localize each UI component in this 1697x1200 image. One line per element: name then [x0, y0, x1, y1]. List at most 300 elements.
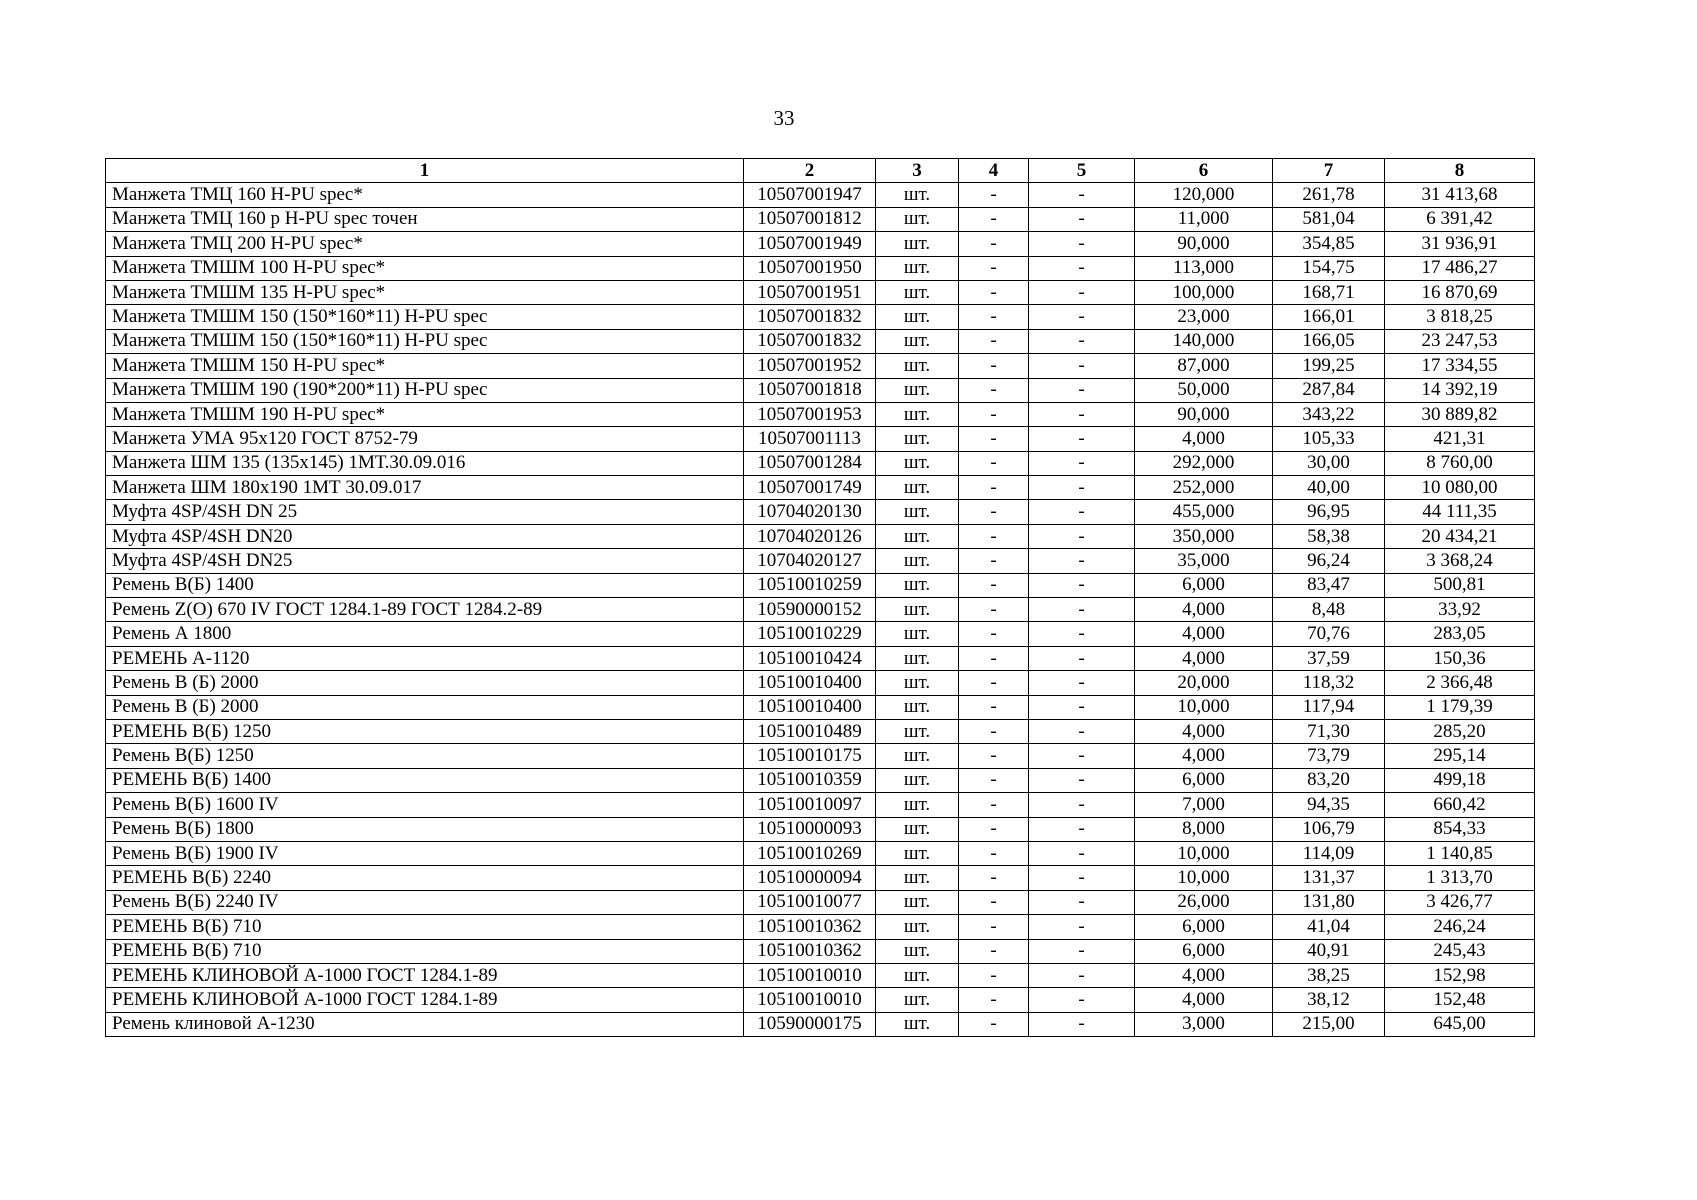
- price-cell: 8,48: [1273, 598, 1385, 622]
- col5-cell: -: [1029, 866, 1135, 890]
- item-code-cell: 10704020126: [744, 524, 876, 548]
- col4-cell: -: [959, 719, 1029, 743]
- quantity-cell: 4,000: [1135, 622, 1273, 646]
- price-cell: 73,79: [1273, 744, 1385, 768]
- item-name-cell: Муфта 4SP/4SH DN 25: [106, 500, 744, 524]
- col4-cell: -: [959, 744, 1029, 768]
- price-cell: 38,12: [1273, 988, 1385, 1012]
- amount-cell: 421,31: [1385, 427, 1535, 451]
- table-row: [106, 524, 1535, 548]
- column-header-5: 5: [1029, 159, 1135, 183]
- quantity-cell: 7,000: [1135, 793, 1273, 817]
- col4-cell: -: [959, 573, 1029, 597]
- quantity-cell: 6,000: [1135, 915, 1273, 939]
- price-cell: 41,04: [1273, 915, 1385, 939]
- item-name-cell: РЕМЕНЬ В(Б) 710: [106, 915, 744, 939]
- item-code-cell: 10510010010: [744, 988, 876, 1012]
- quantity-cell: 252,000: [1135, 476, 1273, 500]
- unit-cell: шт.: [876, 476, 959, 500]
- table-row: [106, 646, 1535, 670]
- quantity-cell: 6,000: [1135, 939, 1273, 963]
- item-code-cell: 10510010362: [744, 939, 876, 963]
- item-name-cell: Манжета ТМШМ 190 (190*200*11) H-PU spec: [106, 378, 744, 402]
- quantity-cell: 26,000: [1135, 890, 1273, 914]
- price-cell: 83,47: [1273, 573, 1385, 597]
- table-row: [106, 329, 1535, 353]
- price-cell: 117,94: [1273, 695, 1385, 719]
- quantity-cell: 4,000: [1135, 963, 1273, 987]
- item-name-cell: РЕМЕНЬ КЛИНОВОЙ А-1000 ГОСТ 1284.1-89: [106, 963, 744, 987]
- col5-cell: -: [1029, 305, 1135, 329]
- item-name-cell: Манжета ШМ 180x190 1МТ 30.09.017: [106, 476, 744, 500]
- col4-cell: -: [959, 841, 1029, 865]
- price-cell: 168,71: [1273, 280, 1385, 304]
- col4-cell: -: [959, 549, 1029, 573]
- unit-cell: шт.: [876, 573, 959, 597]
- price-cell: 166,01: [1273, 305, 1385, 329]
- col4-cell: -: [959, 402, 1029, 426]
- amount-cell: 499,18: [1385, 768, 1535, 792]
- quantity-cell: 6,000: [1135, 768, 1273, 792]
- quantity-cell: 455,000: [1135, 500, 1273, 524]
- unit-cell: шт.: [876, 451, 959, 475]
- unit-cell: шт.: [876, 280, 959, 304]
- item-name-cell: Ремень В(Б) 1800: [106, 817, 744, 841]
- item-code-cell: 10510000094: [744, 866, 876, 890]
- price-cell: 131,80: [1273, 890, 1385, 914]
- table-row: [106, 573, 1535, 597]
- amount-cell: 6 391,42: [1385, 207, 1535, 231]
- col4-cell: -: [959, 793, 1029, 817]
- unit-cell: шт.: [876, 549, 959, 573]
- amount-cell: 152,98: [1385, 963, 1535, 987]
- table-row: [106, 451, 1535, 475]
- quantity-cell: 6,000: [1135, 573, 1273, 597]
- item-code-cell: 10507001818: [744, 378, 876, 402]
- col4-cell: -: [959, 256, 1029, 280]
- item-code-cell: 10510010424: [744, 646, 876, 670]
- unit-cell: шт.: [876, 841, 959, 865]
- unit-cell: шт.: [876, 256, 959, 280]
- amount-cell: 17 486,27: [1385, 256, 1535, 280]
- col4-cell: -: [959, 500, 1029, 524]
- price-cell: 287,84: [1273, 378, 1385, 402]
- table-row: [106, 598, 1535, 622]
- item-code-cell: 10510010269: [744, 841, 876, 865]
- item-code-cell: 10510010362: [744, 915, 876, 939]
- table-row: [106, 549, 1535, 573]
- amount-cell: 285,20: [1385, 719, 1535, 743]
- price-cell: 94,35: [1273, 793, 1385, 817]
- item-name-cell: РЕМЕНЬ КЛИНОВОЙ А-1000 ГОСТ 1284.1-89: [106, 988, 744, 1012]
- col4-cell: -: [959, 817, 1029, 841]
- amount-cell: 150,36: [1385, 646, 1535, 670]
- col4-cell: -: [959, 329, 1029, 353]
- col5-cell: -: [1029, 890, 1135, 914]
- quantity-cell: 100,000: [1135, 280, 1273, 304]
- col5-cell: -: [1029, 280, 1135, 304]
- col4-cell: -: [959, 378, 1029, 402]
- item-code-cell: 10510010077: [744, 890, 876, 914]
- table-row: [106, 695, 1535, 719]
- table-row: [106, 256, 1535, 280]
- price-cell: 37,59: [1273, 646, 1385, 670]
- amount-cell: 8 760,00: [1385, 451, 1535, 475]
- col4-cell: -: [959, 354, 1029, 378]
- column-header-3: 3: [876, 159, 959, 183]
- col5-cell: -: [1029, 719, 1135, 743]
- amount-cell: 3 368,24: [1385, 549, 1535, 573]
- price-cell: 58,38: [1273, 524, 1385, 548]
- table-row: [106, 500, 1535, 524]
- table-row: [106, 817, 1535, 841]
- item-name-cell: Манжета ТМЦ 160 H-PU spec*: [106, 183, 744, 207]
- col5-cell: -: [1029, 378, 1135, 402]
- item-code-cell: 10507001284: [744, 451, 876, 475]
- col5-cell: -: [1029, 817, 1135, 841]
- inventory-table: [105, 158, 1535, 1037]
- item-name-cell: Ремень В(Б) 1600 IV: [106, 793, 744, 817]
- amount-cell: 645,00: [1385, 1012, 1535, 1036]
- table-row: [106, 890, 1535, 914]
- price-cell: 71,30: [1273, 719, 1385, 743]
- unit-cell: шт.: [876, 744, 959, 768]
- quantity-cell: 90,000: [1135, 232, 1273, 256]
- quantity-cell: 10,000: [1135, 841, 1273, 865]
- unit-cell: шт.: [876, 890, 959, 914]
- item-code-cell: 10507001832: [744, 329, 876, 353]
- price-cell: 199,25: [1273, 354, 1385, 378]
- item-name-cell: Муфта 4SP/4SH DN25: [106, 549, 744, 573]
- item-name-cell: Манжета ТМЦ 200 H-PU spec*: [106, 232, 744, 256]
- unit-cell: шт.: [876, 402, 959, 426]
- table-row: [106, 866, 1535, 890]
- col5-cell: -: [1029, 768, 1135, 792]
- quantity-cell: 350,000: [1135, 524, 1273, 548]
- col4-cell: -: [959, 768, 1029, 792]
- item-name-cell: Ремень В(Б) 1900 IV: [106, 841, 744, 865]
- col5-cell: -: [1029, 695, 1135, 719]
- unit-cell: шт.: [876, 427, 959, 451]
- item-name-cell: Манжета ТМШМ 190 H-PU spec*: [106, 402, 744, 426]
- quantity-cell: 113,000: [1135, 256, 1273, 280]
- unit-cell: шт.: [876, 768, 959, 792]
- col4-cell: -: [959, 622, 1029, 646]
- table-row: [106, 793, 1535, 817]
- table-row: [106, 744, 1535, 768]
- amount-cell: 660,42: [1385, 793, 1535, 817]
- col5-cell: -: [1029, 646, 1135, 670]
- quantity-cell: 4,000: [1135, 744, 1273, 768]
- col5-cell: -: [1029, 622, 1135, 646]
- item-name-cell: Ремень B(Б) 1400: [106, 573, 744, 597]
- col4-cell: -: [959, 671, 1029, 695]
- item-code-cell: 10510010175: [744, 744, 876, 768]
- item-code-cell: 10590000152: [744, 598, 876, 622]
- price-cell: 96,24: [1273, 549, 1385, 573]
- table-row: [106, 378, 1535, 402]
- col4-cell: -: [959, 207, 1029, 231]
- col5-cell: -: [1029, 744, 1135, 768]
- col4-cell: -: [959, 232, 1029, 256]
- amount-cell: 16 870,69: [1385, 280, 1535, 304]
- col5-cell: -: [1029, 963, 1135, 987]
- item-name-cell: РЕМЕНЬ В(Б) 710: [106, 939, 744, 963]
- table-row: [106, 768, 1535, 792]
- price-cell: 215,00: [1273, 1012, 1385, 1036]
- unit-cell: шт.: [876, 646, 959, 670]
- quantity-cell: 23,000: [1135, 305, 1273, 329]
- unit-cell: шт.: [876, 793, 959, 817]
- item-code-cell: 10507001950: [744, 256, 876, 280]
- item-code-cell: 10590000175: [744, 1012, 876, 1036]
- item-code-cell: 10507001812: [744, 207, 876, 231]
- col5-cell: -: [1029, 671, 1135, 695]
- price-cell: 96,95: [1273, 500, 1385, 524]
- col4-cell: -: [959, 988, 1029, 1012]
- price-cell: 131,37: [1273, 866, 1385, 890]
- col5-cell: -: [1029, 841, 1135, 865]
- item-code-cell: 10507001951: [744, 280, 876, 304]
- table-row: [106, 915, 1535, 939]
- item-name-cell: Манжета УМА 95x120 ГОСТ 8752-79: [106, 427, 744, 451]
- col5-cell: -: [1029, 354, 1135, 378]
- col4-cell: -: [959, 890, 1029, 914]
- item-name-cell: РЕМЕНЬ А-1120: [106, 646, 744, 670]
- quantity-cell: 20,000: [1135, 671, 1273, 695]
- col5-cell: -: [1029, 549, 1135, 573]
- col5-cell: -: [1029, 598, 1135, 622]
- price-cell: 83,20: [1273, 768, 1385, 792]
- col5-cell: -: [1029, 183, 1135, 207]
- table-row: [106, 719, 1535, 743]
- table-row: [106, 183, 1535, 207]
- col5-cell: -: [1029, 988, 1135, 1012]
- amount-cell: 10 080,00: [1385, 476, 1535, 500]
- item-code-cell: 10510000093: [744, 817, 876, 841]
- item-code-cell: 10510010400: [744, 671, 876, 695]
- quantity-cell: 4,000: [1135, 988, 1273, 1012]
- unit-cell: шт.: [876, 622, 959, 646]
- price-cell: 105,33: [1273, 427, 1385, 451]
- table-row: [106, 841, 1535, 865]
- amount-cell: 152,48: [1385, 988, 1535, 1012]
- col5-cell: -: [1029, 232, 1135, 256]
- unit-cell: шт.: [876, 232, 959, 256]
- price-cell: 581,04: [1273, 207, 1385, 231]
- item-name-cell: РЕМЕНЬ В(Б) 1250: [106, 719, 744, 743]
- table-body: [106, 183, 1535, 1037]
- table-row: [106, 305, 1535, 329]
- item-code-cell: 10507001952: [744, 354, 876, 378]
- col4-cell: -: [959, 866, 1029, 890]
- col5-cell: -: [1029, 207, 1135, 231]
- price-cell: 40,00: [1273, 476, 1385, 500]
- table-row: [106, 232, 1535, 256]
- table-row: [106, 1012, 1535, 1036]
- col5-cell: -: [1029, 427, 1135, 451]
- quantity-cell: 4,000: [1135, 719, 1273, 743]
- col5-cell: -: [1029, 500, 1135, 524]
- column-header-8: 8: [1385, 159, 1535, 183]
- unit-cell: шт.: [876, 915, 959, 939]
- col5-cell: -: [1029, 939, 1135, 963]
- item-code-cell: 10510010259: [744, 573, 876, 597]
- amount-cell: 17 334,55: [1385, 354, 1535, 378]
- item-code-cell: 10507001953: [744, 402, 876, 426]
- price-cell: 40,91: [1273, 939, 1385, 963]
- amount-cell: 1 313,70: [1385, 866, 1535, 890]
- amount-cell: 30 889,82: [1385, 402, 1535, 426]
- item-code-cell: 10510010097: [744, 793, 876, 817]
- col5-cell: -: [1029, 793, 1135, 817]
- amount-cell: 31 936,91: [1385, 232, 1535, 256]
- unit-cell: шт.: [876, 671, 959, 695]
- amount-cell: 245,43: [1385, 939, 1535, 963]
- item-name-cell: Ремень Z(O) 670 IV ГОСТ 1284.1-89 ГОСТ 1284.2-89: [106, 598, 744, 622]
- column-header-2: 2: [744, 159, 876, 183]
- item-code-cell: 10507001113: [744, 427, 876, 451]
- col5-cell: -: [1029, 524, 1135, 548]
- amount-cell: 33,92: [1385, 598, 1535, 622]
- unit-cell: шт.: [876, 207, 959, 231]
- quantity-cell: 4,000: [1135, 598, 1273, 622]
- unit-cell: шт.: [876, 378, 959, 402]
- unit-cell: шт.: [876, 939, 959, 963]
- col5-cell: -: [1029, 573, 1135, 597]
- price-cell: 70,76: [1273, 622, 1385, 646]
- item-code-cell: 10510010010: [744, 963, 876, 987]
- column-header-6: 6: [1135, 159, 1273, 183]
- amount-cell: 14 392,19: [1385, 378, 1535, 402]
- quantity-cell: 87,000: [1135, 354, 1273, 378]
- item-code-cell: 10704020130: [744, 500, 876, 524]
- unit-cell: шт.: [876, 963, 959, 987]
- table-row: [106, 988, 1535, 1012]
- col4-cell: -: [959, 451, 1029, 475]
- item-code-cell: 10507001949: [744, 232, 876, 256]
- quantity-cell: 8,000: [1135, 817, 1273, 841]
- item-code-cell: 10510010400: [744, 695, 876, 719]
- col4-cell: -: [959, 280, 1029, 304]
- unit-cell: шт.: [876, 329, 959, 353]
- unit-cell: шт.: [876, 866, 959, 890]
- col4-cell: -: [959, 427, 1029, 451]
- item-name-cell: Манжета ТМШМ 100 H-PU spec*: [106, 256, 744, 280]
- quantity-cell: 35,000: [1135, 549, 1273, 573]
- col4-cell: -: [959, 963, 1029, 987]
- unit-cell: шт.: [876, 305, 959, 329]
- item-name-cell: Ремень клиновой А-1230: [106, 1012, 744, 1036]
- quantity-cell: 90,000: [1135, 402, 1273, 426]
- item-name-cell: Ремень В(Б) 2240 IV: [106, 890, 744, 914]
- table-row: [106, 939, 1535, 963]
- col5-cell: -: [1029, 1012, 1135, 1036]
- item-code-cell: 10510010229: [744, 622, 876, 646]
- table-row: [106, 280, 1535, 304]
- unit-cell: шт.: [876, 1012, 959, 1036]
- price-cell: 166,05: [1273, 329, 1385, 353]
- amount-cell: 500,81: [1385, 573, 1535, 597]
- col5-cell: -: [1029, 451, 1135, 475]
- col4-cell: -: [959, 598, 1029, 622]
- price-cell: 38,25: [1273, 963, 1385, 987]
- table-row: [106, 207, 1535, 231]
- amount-cell: 1 179,39: [1385, 695, 1535, 719]
- item-code-cell: 10507001947: [744, 183, 876, 207]
- quantity-cell: 4,000: [1135, 646, 1273, 670]
- item-name-cell: Ремень В(Б) 1250: [106, 744, 744, 768]
- item-name-cell: Ремень В (Б) 2000: [106, 671, 744, 695]
- amount-cell: 3 818,25: [1385, 305, 1535, 329]
- col4-cell: -: [959, 305, 1029, 329]
- item-name-cell: Муфта 4SP/4SH DN20: [106, 524, 744, 548]
- amount-cell: 246,24: [1385, 915, 1535, 939]
- unit-cell: шт.: [876, 500, 959, 524]
- item-name-cell: Манжета ШМ 135 (135x145) 1МТ.30.09.016: [106, 451, 744, 475]
- unit-cell: шт.: [876, 719, 959, 743]
- amount-cell: 2 366,48: [1385, 671, 1535, 695]
- amount-cell: 283,05: [1385, 622, 1535, 646]
- quantity-cell: 10,000: [1135, 866, 1273, 890]
- table-row: [106, 963, 1535, 987]
- col5-cell: -: [1029, 476, 1135, 500]
- unit-cell: шт.: [876, 988, 959, 1012]
- item-name-cell: Ремень А 1800: [106, 622, 744, 646]
- col4-cell: -: [959, 695, 1029, 719]
- quantity-cell: 11,000: [1135, 207, 1273, 231]
- price-cell: 114,09: [1273, 841, 1385, 865]
- price-cell: 118,32: [1273, 671, 1385, 695]
- amount-cell: 1 140,85: [1385, 841, 1535, 865]
- amount-cell: 44 111,35: [1385, 500, 1535, 524]
- amount-cell: 295,14: [1385, 744, 1535, 768]
- unit-cell: шт.: [876, 183, 959, 207]
- amount-cell: 23 247,53: [1385, 329, 1535, 353]
- header-row: [106, 159, 1535, 183]
- col4-cell: -: [959, 646, 1029, 670]
- quantity-cell: 50,000: [1135, 378, 1273, 402]
- unit-cell: шт.: [876, 598, 959, 622]
- item-code-cell: 10507001749: [744, 476, 876, 500]
- item-name-cell: Манжета ТМШМ 135 H-PU spec*: [106, 280, 744, 304]
- table-row: [106, 622, 1535, 646]
- item-code-cell: 10704020127: [744, 549, 876, 573]
- item-name-cell: Манжета ТМШМ 150 (150*160*11) H-PU spec: [106, 305, 744, 329]
- table-row: [106, 354, 1535, 378]
- column-header-7: 7: [1273, 159, 1385, 183]
- table-row: [106, 476, 1535, 500]
- unit-cell: шт.: [876, 524, 959, 548]
- item-code-cell: 10510010489: [744, 719, 876, 743]
- table-row: [106, 671, 1535, 695]
- amount-cell: 854,33: [1385, 817, 1535, 841]
- quantity-cell: 140,000: [1135, 329, 1273, 353]
- price-cell: 106,79: [1273, 817, 1385, 841]
- item-name-cell: Ремень В (Б) 2000: [106, 695, 744, 719]
- amount-cell: 20 434,21: [1385, 524, 1535, 548]
- table-row: [106, 402, 1535, 426]
- column-header-1: 1: [106, 159, 744, 183]
- price-cell: 154,75: [1273, 256, 1385, 280]
- amount-cell: 31 413,68: [1385, 183, 1535, 207]
- price-cell: 30,00: [1273, 451, 1385, 475]
- item-name-cell: Манжета ТМЦ 160 р H-PU spec точен: [106, 207, 744, 231]
- item-name-cell: РЕМЕНЬ В(Б) 1400: [106, 768, 744, 792]
- col5-cell: -: [1029, 256, 1135, 280]
- unit-cell: шт.: [876, 695, 959, 719]
- amount-cell: 3 426,77: [1385, 890, 1535, 914]
